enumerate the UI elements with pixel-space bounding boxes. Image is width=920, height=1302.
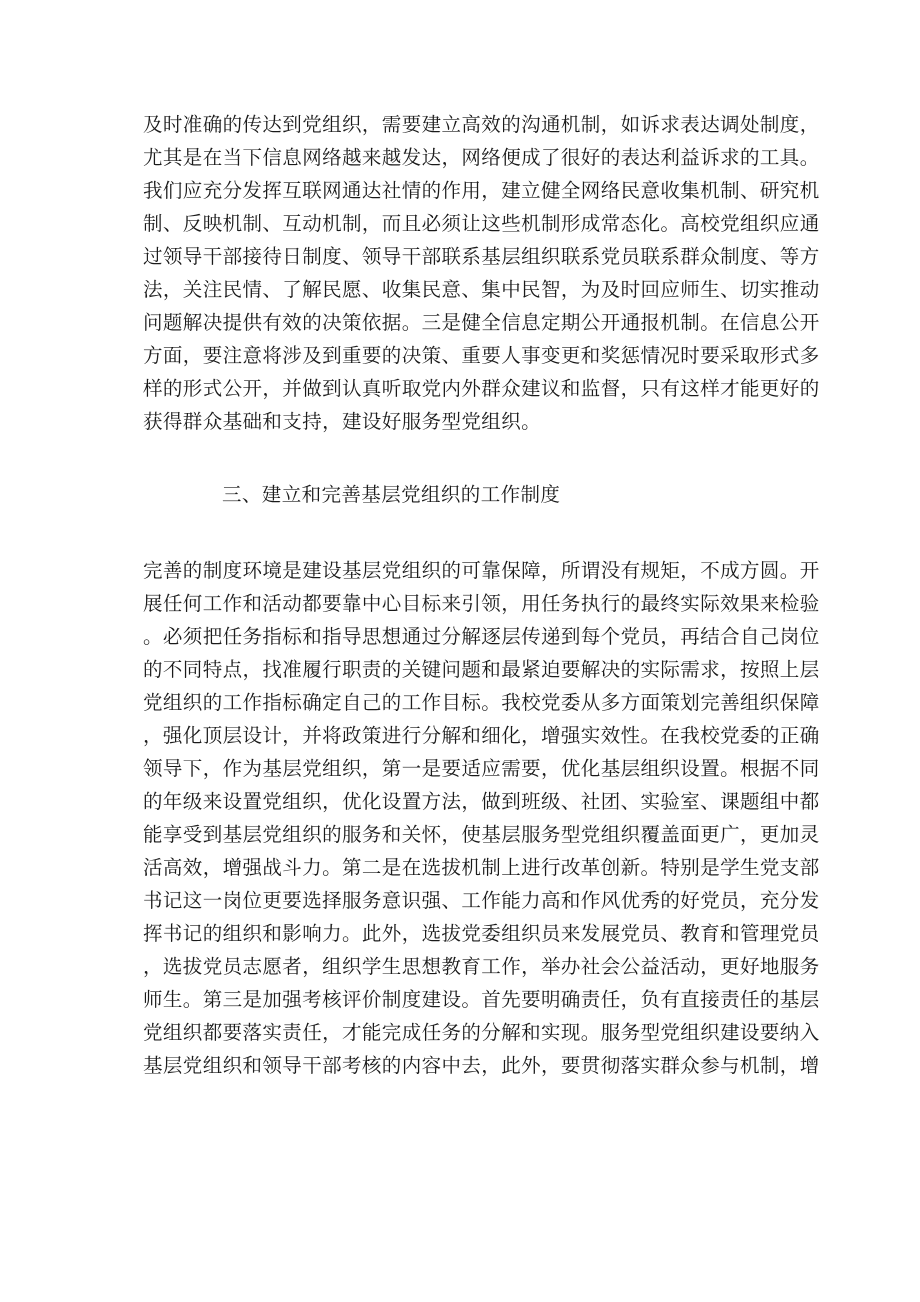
paragraph-line: 。必须把任务指标和指导思想通过分解逐层传递到每个党员，再结合自己岗位 bbox=[143, 625, 820, 648]
paragraph-line: 样的形式公开，并做到认真听取党内外群众建议和监督，只有这样才能更好的 bbox=[143, 377, 820, 400]
paragraph-line: 书记这一岗位更要选择服务意识强、工作能力高和作风优秀的好党员，充分发 bbox=[143, 889, 820, 912]
paragraph-line: 制、反映机制、互动机制，而且必须让这些机制形成常态化。高校党组织应通 bbox=[143, 212, 820, 235]
paragraph-line: 活高效，增强战斗力。第二是在选拔机制上进行改革创新。特别是学生党支部 bbox=[143, 856, 820, 879]
paragraph-line: 尤其是在当下信息网络越来越发达，网络便成了很好的表达利益诉求的工具。 bbox=[143, 146, 820, 169]
paragraph-line: 领导下，作为基层党组织，第一是要适应需要，优化基层组织设置。根据不同 bbox=[143, 757, 820, 780]
paragraph-1 bbox=[143, 108, 820, 438]
paragraph-line: 展任何工作和活动都要靠中心目标来引领，用任务执行的最终实际效果来检验 bbox=[143, 592, 820, 615]
paragraph-line: 我们应充分发挥互联网通达社情的作用，建立健全网络民意收集机制、研究机 bbox=[143, 179, 820, 202]
paragraph-line: 师生。第三是加强考核评价制度建设。首先要明确责任，负有直接责任的基层 bbox=[143, 988, 820, 1011]
paragraph-line: 法，关注民情、了解民愿、收集民意、集中民智，为及时回应师生、切实推动 bbox=[143, 278, 820, 301]
section-heading: 三、建立和完善基层党组织的工作制度 bbox=[222, 483, 561, 506]
paragraph-line: 的年级来设置党组织，优化设置方法，做到班级、社团、实验室、课题组中都 bbox=[143, 790, 820, 813]
paragraph-line-last: 获得群众基础和支持，建设好服务型党组织。 bbox=[143, 410, 542, 433]
paragraph-line: ，选拔党员志愿者，组织学生思想教育工作，举办社会公益活动，更好地服务 bbox=[143, 955, 820, 978]
paragraph-line: 党组织的工作指标确定自己的工作目标。我校党委从多方面策划完善组织保障 bbox=[143, 691, 820, 714]
paragraph-line: 过领导干部接待日制度、领导干部联系基层组织联系党员联系群众制度、等方 bbox=[143, 245, 820, 268]
paragraph-line: ，强化顶层设计，并将政策进行分解和细化，增强实效性。在我校党委的正确 bbox=[143, 724, 820, 747]
paragraph-line: 完善的制度环境是建设基层党组织的可靠保障，所谓没有规矩，不成方圆。开 bbox=[143, 559, 820, 582]
paragraph-line: 党组织都要落实责任，才能完成任务的分解和实现。服务型党组织建设要纳入 bbox=[143, 1021, 820, 1044]
paragraph-line: 挥书记的组织和影响力。此外，选拔党委组织员来发展党员、教育和管理党员 bbox=[143, 922, 820, 945]
paragraph-line: 方面，要注意将涉及到重要的决策、重要人事变更和奖惩情况时要采取形式多 bbox=[143, 344, 820, 367]
paragraph-line: 及时准确的传达到党组织，需要建立高效的沟通机制，如诉求表达调处制度， bbox=[143, 113, 820, 136]
paragraph-line: 基层党组织和领导干部考核的内容中去，此外，要贯彻落实群众参与机制，增 bbox=[143, 1054, 820, 1077]
paragraph-line: 问题解决提供有效的决策依据。三是健全信息定期公开通报机制。在信息公开 bbox=[143, 311, 820, 334]
paragraph-line: 的不同特点，找准履行职责的关键问题和最紧迫要解决的实际需求，按照上层 bbox=[143, 658, 820, 681]
paragraph-2 bbox=[143, 554, 820, 1082]
paragraph-line: 能享受到基层党组织的服务和关怀，使基层服务型党组织覆盖面更广，更加灵 bbox=[143, 823, 820, 846]
